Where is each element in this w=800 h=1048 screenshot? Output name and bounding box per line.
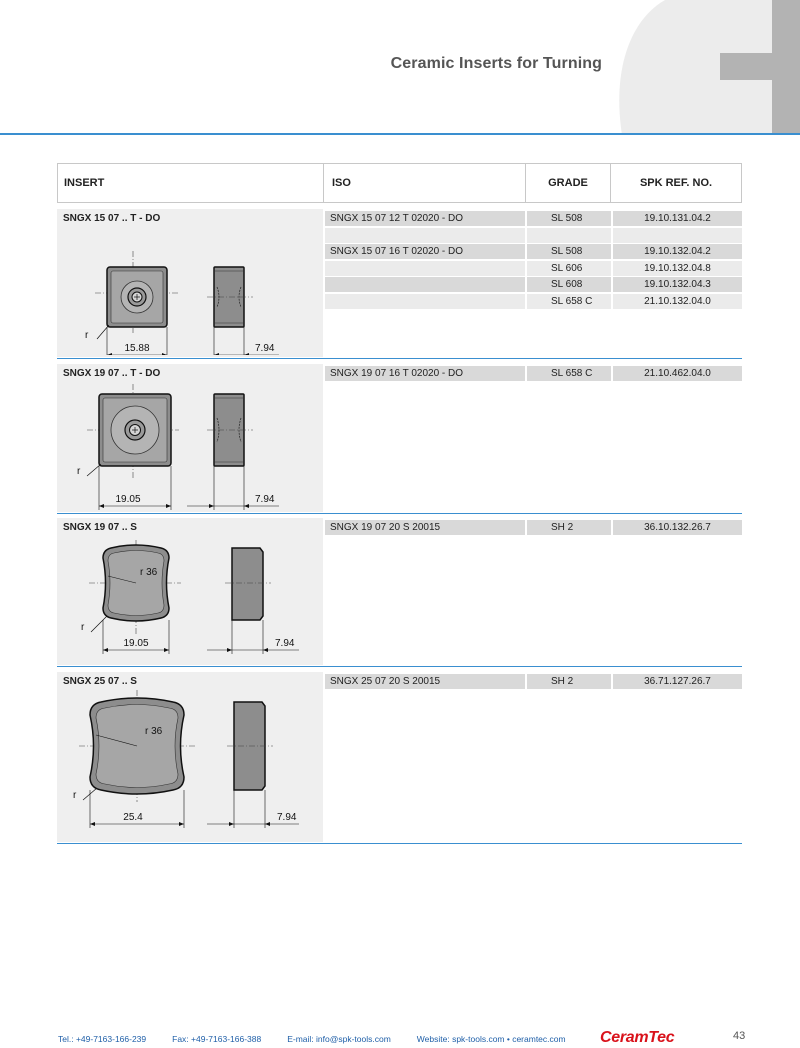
footer-contact (58, 1034, 592, 1044)
insert-drawing (57, 227, 323, 355)
radius-label: r (73, 790, 77, 801)
thickness-label: 7.94 (255, 343, 275, 354)
table-row (325, 674, 742, 689)
thickness-label: 7.94 (275, 638, 295, 649)
grade-cell: SL 608 (527, 277, 611, 292)
footer-fax: Fax: +49-7163-166-388 (172, 1034, 262, 1044)
width-label: 19.05 (123, 638, 149, 649)
grade-cell: SL 658 C (527, 366, 611, 381)
ref-cell: 19.10.131.04.2 (613, 211, 742, 226)
ref-cell: 36.10.132.26.7 (613, 520, 742, 535)
r36-label: r 36 (145, 726, 163, 737)
iso-cell: SNGX 15 07 16 T 02020 - DO (325, 244, 525, 259)
grade-cell: SH 2 (527, 674, 611, 689)
table-row (325, 520, 742, 535)
table-row (325, 244, 742, 259)
ref-cell: 21.10.462.04.0 (613, 366, 742, 381)
table-row (325, 228, 742, 243)
width-label: 25.4 (123, 812, 143, 823)
section-rows (325, 520, 742, 537)
width-label: 19.05 (115, 494, 141, 505)
iso-cell (325, 261, 525, 276)
radius-label: r (85, 330, 89, 341)
table-header (57, 163, 742, 203)
iso-cell (325, 228, 525, 243)
grade-cell: SL 606 (527, 261, 611, 276)
table-row (325, 211, 742, 226)
footer-email[interactable]: E-mail: info@spk-tools.com (287, 1034, 391, 1044)
section-sngx-19-07-s (57, 518, 742, 667)
section-sngx-19-07-t-do (57, 364, 742, 514)
footer-tel: Tel.: +49-7163-166-239 (58, 1034, 147, 1044)
section-title: SNGX 19 07 .. T - DO (63, 368, 161, 379)
table-row (325, 366, 742, 381)
footer-website[interactable]: Website: spk-tools.com • ceramtec.com (416, 1034, 566, 1044)
iso-cell (325, 294, 525, 309)
insert-drawing (57, 690, 323, 840)
ref-cell (613, 228, 742, 243)
table-row (325, 294, 742, 309)
column-grade: GRADE (526, 164, 611, 202)
table-row (325, 261, 742, 276)
insert-drawing (57, 382, 323, 510)
ref-cell: 21.10.132.04.0 (613, 294, 742, 309)
ref-cell: 19.10.132.04.3 (613, 277, 742, 292)
ref-cell: 36.71.127.26.7 (613, 674, 742, 689)
section-sngx-15-07-t-do (57, 209, 742, 359)
iso-cell: SNGX 25 07 20 S 20015 (325, 674, 525, 689)
section-sngx-25-07-s (57, 672, 742, 844)
iso-cell: SNGX 19 07 20 S 20015 (325, 520, 525, 535)
grade-cell: SH 2 (527, 520, 611, 535)
grade-cell: SL 508 (527, 211, 611, 226)
insert-drawing (57, 536, 323, 664)
section-rows (325, 366, 742, 383)
radius-label: r (77, 466, 81, 477)
r36-label: r 36 (140, 567, 158, 578)
section-title: SNGX 19 07 .. S (63, 522, 137, 533)
grade-cell (527, 228, 611, 243)
iso-cell (325, 277, 525, 292)
width-label: 15.88 (124, 343, 150, 354)
inserts-table (57, 163, 742, 823)
thickness-label: 7.94 (277, 812, 297, 823)
iso-cell: SNGX 15 07 12 T 02020 - DO (325, 211, 525, 226)
column-ref: SPK REF. NO. (639, 177, 713, 189)
page-number: 43 (733, 1030, 746, 1042)
section-rows (325, 211, 742, 310)
grade-cell: SL 658 C (527, 294, 611, 309)
table-row (325, 277, 742, 292)
radius-label: r (81, 622, 85, 633)
ref-cell: 19.10.132.04.2 (613, 244, 742, 259)
column-insert: INSERT (58, 164, 324, 202)
section-title: SNGX 25 07 .. S (63, 676, 137, 687)
section-rows (325, 674, 742, 691)
section-title: SNGX 15 07 .. T - DO (63, 213, 161, 224)
iso-cell: SNGX 19 07 16 T 02020 - DO (325, 366, 525, 381)
grade-cell: SL 508 (527, 244, 611, 259)
ceramtec-logo: CeramTec (600, 1029, 675, 1046)
ref-cell: 19.10.132.04.8 (613, 261, 742, 276)
page-title: Ceramic Inserts for Turning (390, 55, 602, 72)
column-iso: ISO (324, 164, 526, 202)
thickness-label: 7.94 (255, 494, 275, 505)
header-divider (0, 133, 800, 135)
